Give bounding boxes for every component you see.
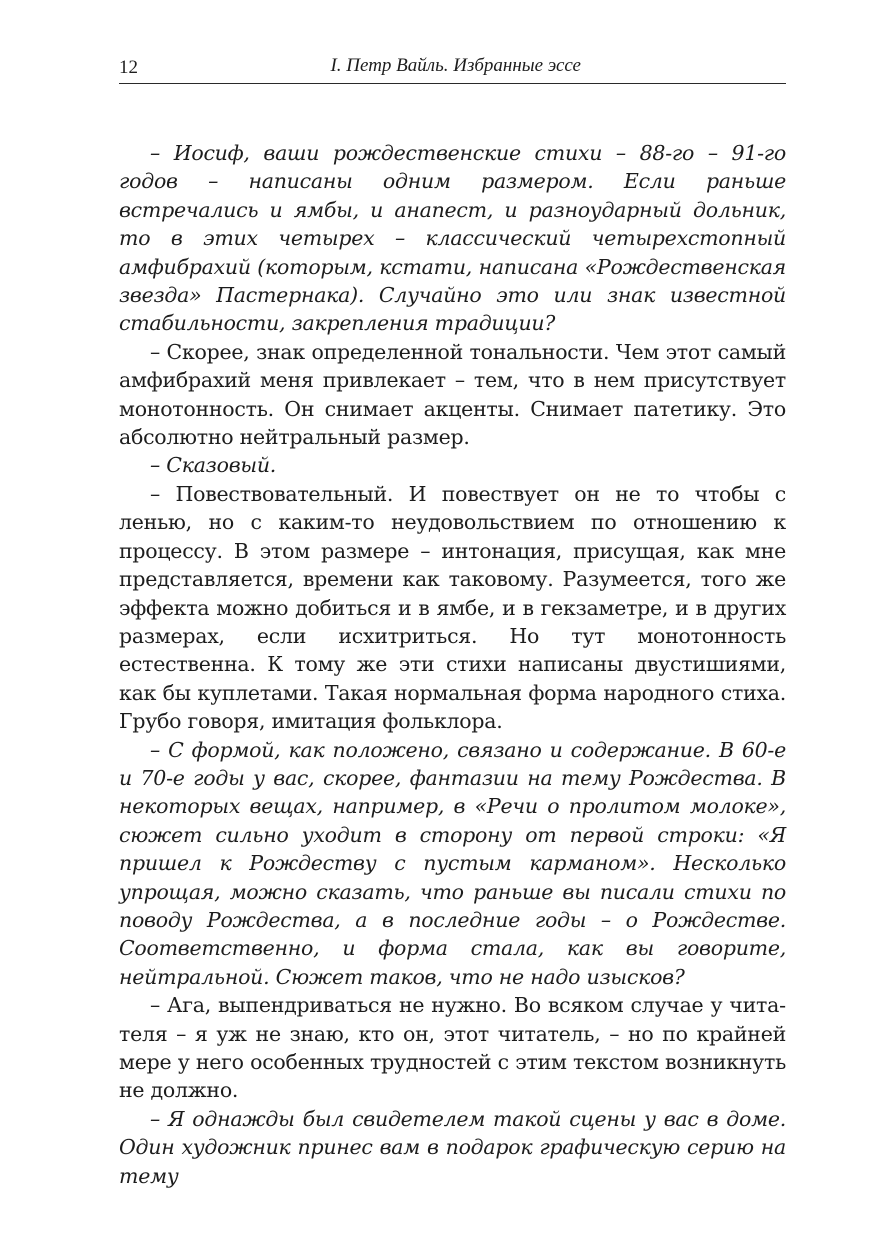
paragraph-question: – Сказовый. <box>150 453 277 478</box>
paragraph-answer: – Скорее, знак определенной тональности. Чем этот самый амфибрахий меня привлекает – тем, что в нем присутствует монотонность. Он снимает акценты. Снимает патетику. Это абсолютно нейтральный размер. <box>119 339 786 450</box>
text-body <box>119 139 786 1190</box>
page-number: 12 <box>119 57 138 78</box>
paragraph-question: – С формой, как положено, связано и содержание. В 60-е и 70-е годы у вас, скорее, фантазии на тему Рождества. В некоторых вещах, например, в «Речи о пролитом молоке», сюжет сильно уходит в сторону от первой строки: «Я пришел к Рождеству с пустым карманом». Несколько упрощая, можно сказать, что раньше вы писали стихи по поводу Рождества, а в последние годы – о Рождестве. Соответственно, и форма стала, как вы говорите, нейтральной. Сюжет таков, что не надо изысков? <box>119 737 786 989</box>
page-header <box>119 52 786 84</box>
paragraph-answer: – Ага, выпендриваться не нужно. Во всяком случае у читателя – я уж не знаю, кто он, этот читатель, – но по крайней мере у него особенных трудностей с этим текстом возникнуть не должно. <box>119 993 786 1103</box>
paragraph-answer: – Повествовательный. И повествует он не то чтобы с ленью, но с каким-то неудовольствием по отношению к процессу. В этом размере – интонация, присущая, как мне представляется, времени как таковому. Разумеется, того же эффекта можно добиться и в ямбе, и в гекзаметре, и в других размерах, если исхитриться. Но тут монотонность естественна. К тому же эти стихи написаны двустишиями, как бы куплетами. Такая нормальная форма народного стиха. Грубо говоря, имитация фольклора. <box>119 481 786 734</box>
paragraph-question: – Я однажды был свидетелем такой сцены у вас в доме. Один художник принес вам в подарок графическую серию на тему <box>119 1106 786 1188</box>
running-title: I. Петр Вайль. Избранные эссе <box>330 55 581 76</box>
paragraph-question: – Иосиф, ваши рождественские стихи – 88-го – 91-го годов – написаны одним размером. Если раньше встречались и ямбы, и анапест, и разноударный дольник, то в этих четырех – классический четырехстопный амфибрахий (которым, кстати, написана «Рождественская звезда» Пастернака). Случайно это или знак известной стабильности, закрепления традиции? <box>119 141 786 336</box>
